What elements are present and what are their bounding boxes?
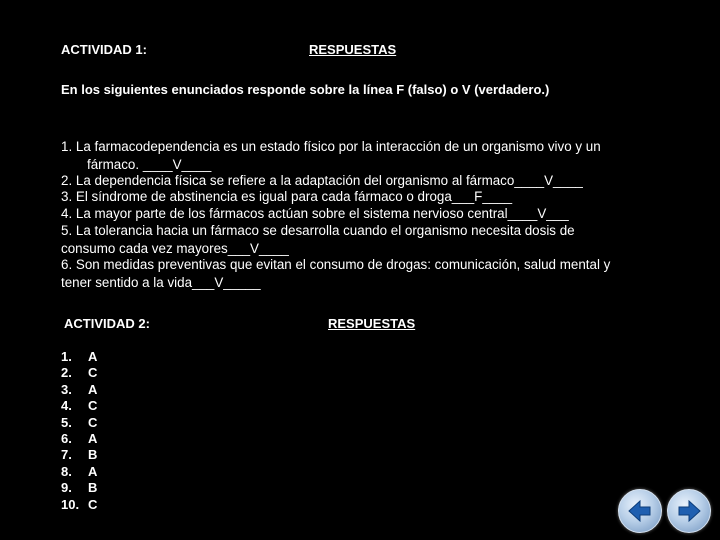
list-item: 4. C [61,398,98,414]
question-5-text-cont: consumo cada vez mayores [61,241,228,256]
list-item: 7. B [61,447,98,463]
question-2-answer: ____V____ [514,173,583,188]
previous-slide-button[interactable] [618,489,662,533]
next-slide-button[interactable] [667,489,711,533]
list-item: 5. C [61,414,98,430]
list-item: 6. A [61,431,98,447]
activity-2-title: ACTIVIDAD 2: [64,316,150,331]
question-5-text: 5. La tolerancia hacia un fármaco se desarrolla cuando el organismo necesita dosis de [61,223,575,238]
question-3-text: 3. El síndrome de abstinencia es igual para cada fármaco o droga [61,189,452,204]
question-5-answer: ___V____ [227,241,289,256]
list-item: 8. A [61,463,98,479]
activity-1-title: ACTIVIDAD 1: [61,42,147,57]
list-item: 2. C [61,365,98,381]
question-1-answer: ____V____ [142,157,212,172]
activity-1-answers-heading: RESPUESTAS [309,42,397,57]
question-3 [61,188,512,206]
question-1-text-cont: fármaco. [87,157,143,172]
instruction-text: En los siguientes enunciados responde sobre la línea F (falso) o V (verdadero.) [61,82,550,97]
question-3-answer: ___F____ [451,189,513,204]
question-6-answer: ___V_____ [192,275,261,290]
question-6-text: 6. Son medidas preventivas que evitan el consumo de drogas: comunicación, salud mental y [61,257,611,272]
question-4 [61,205,569,223]
list-item: 9. B [61,480,98,496]
activity-2-answer-list [61,349,97,513]
list-item: 10. C [61,496,98,512]
question-5 [61,222,575,258]
question-1-text: 1. La farmacodependencia es un estado físico por la interacción de un organismo vivo y un [61,139,601,154]
question-6 [61,256,610,292]
question-4-answer: ____V___ [507,206,569,221]
arrow-right-icon [668,490,710,532]
question-1 [61,138,601,174]
list-item: 1. A [61,349,98,364]
question-4-text: 4. La mayor parte de los fármacos actúan sobre el sistema nervioso central [61,206,508,221]
question-6-text-cont: tener sentido a la vida [61,275,193,290]
question-2-text: 2. La dependencia física se refiere a la adaptación del organismo al fármaco [61,173,515,188]
list-item: 3. A [61,381,98,397]
arrow-left-icon [619,490,661,532]
activity-2-answers-heading: RESPUESTAS [328,316,416,331]
